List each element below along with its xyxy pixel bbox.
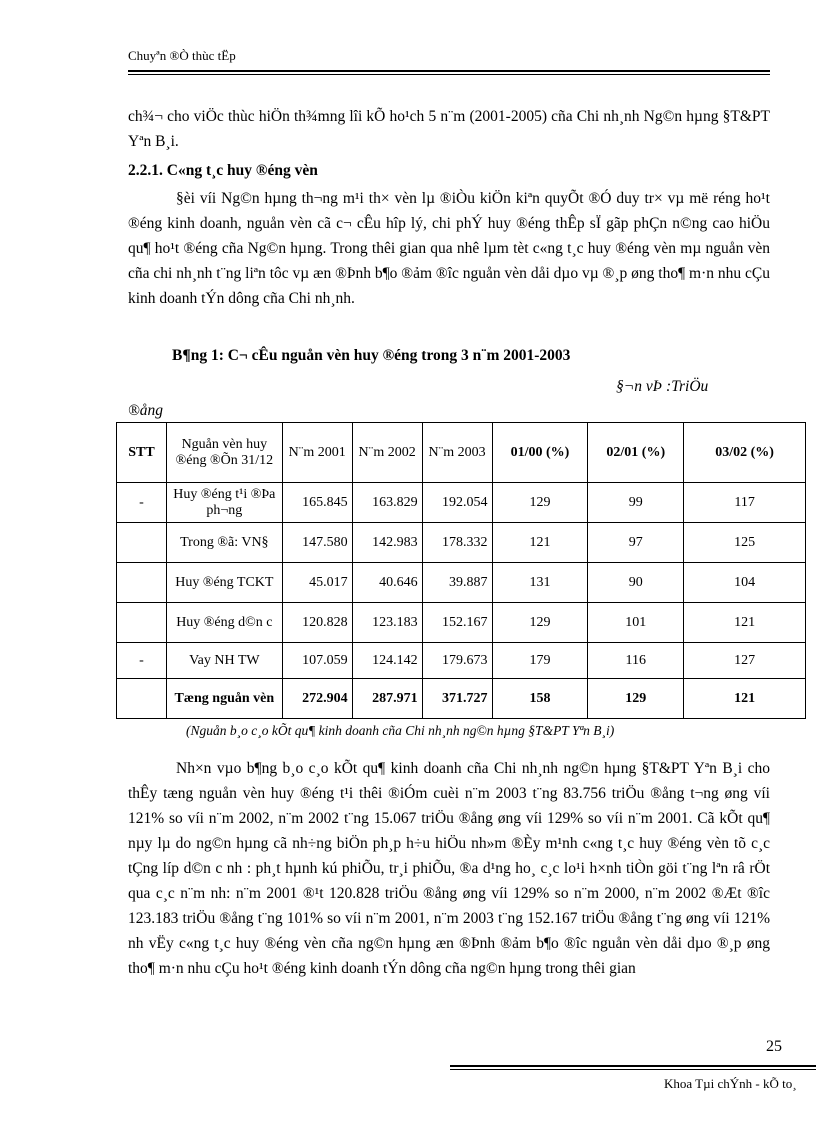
cell: 129: [492, 483, 588, 523]
cell: 179.673: [422, 643, 492, 679]
cell: 101: [588, 603, 684, 643]
cell: 120.828: [282, 603, 352, 643]
header-cell: 02/01 (%): [588, 423, 684, 483]
cell: [117, 523, 167, 563]
cell: 272.904: [282, 679, 352, 719]
table-caption: B¶ng 1: C¬ cÊu nguån vèn huy ®éng trong 3 n¨m 2001-2003: [172, 347, 571, 364]
cell: 90: [588, 563, 684, 603]
paragraph-capital: §èi víi Ng©n hµng th¬ng m¹i th× vèn lµ ®iÒu kiÖn kiªn quyÕt ®Ó duy tr× vµ më réng ho¹t ®éng kinh doanh, nguån vèn cã c¬ cÊu hîp lý, chi phÝ huy ®éng thÊp sÏ gãp phÇn n©ng cao hiÖu qu¶ ho¹t ®éng cña Ng©n hµng. Trong thêi gian qua nhê lµm tèt c«ng t¸c huy ®éng vèn mµ nguån vèn cña chi nh¸nh t¨ng liªn tôc vµ æn ®Þnh b¶o ®ảm ®îc nguån vèn dåi dµo vµ ®¸p øng tho¶ m·n nhu cÇu kinh doanh tÝn dông cña Chi nh¸nh.: [128, 190, 770, 307]
running-header: Chuyªn ®Ò thùc tËp: [128, 48, 236, 63]
cell: 287.971: [352, 679, 422, 719]
cell: 121: [684, 603, 806, 643]
cell: Huy ®éng TCKT: [166, 563, 282, 603]
cell: [117, 603, 167, 643]
section-heading: 2.2.1. C«ng t¸c huy ®éng vèn: [128, 162, 318, 179]
cell: 152.167: [422, 603, 492, 643]
footer-rule-thin: [450, 1069, 816, 1070]
table-row: [117, 643, 806, 679]
cell: 179: [492, 643, 588, 679]
cell: -: [117, 643, 167, 679]
header-cell: 03/02 (%): [684, 423, 806, 483]
cell: Vay NH TW: [166, 643, 282, 679]
cell: 131: [492, 563, 588, 603]
cell: 163.829: [352, 483, 422, 523]
cell: 121: [492, 523, 588, 563]
cell: Huy ®éng d©n c: [166, 603, 282, 643]
running-footer: Khoa Tµi chÝnh - kÕ to¸: [664, 1076, 797, 1091]
cell: Huy ®éng t¹i ®Þa ph¬ng: [166, 483, 282, 523]
cell: Tæng nguån vèn: [166, 679, 282, 719]
cell: -: [117, 483, 167, 523]
cell: 192.054: [422, 483, 492, 523]
page-number: 25: [766, 1038, 782, 1055]
table-header-row: [117, 423, 806, 483]
cell: 40.646: [352, 563, 422, 603]
cell: 125: [684, 523, 806, 563]
table-unit: §¬n vÞ :TriÖu: [616, 378, 709, 395]
cell: 127: [684, 643, 806, 679]
paragraph-intro: ch¾¬ cho viÖc thùc hiÖn th¾mng lîi kÕ ho¹ch 5 n¨m (2001-2005) cña Chi nh¸nh Ng©n hµng §T&PT Yªn B¸i.: [128, 108, 770, 150]
table-row: [117, 523, 806, 563]
cell: 371.727: [422, 679, 492, 719]
footer-rule: [450, 1065, 816, 1067]
cell: Trong ®ã: VN§: [166, 523, 282, 563]
cell: 121: [684, 679, 806, 719]
cell: 178.332: [422, 523, 492, 563]
cell: 104: [684, 563, 806, 603]
cell: 158: [492, 679, 588, 719]
table-row: [117, 483, 806, 523]
header-cell: 01/00 (%): [492, 423, 588, 483]
table-row: [117, 603, 806, 643]
paragraph-analysis: Nh×n vµo b¶ng b¸o c¸o kÕt qu¶ kinh doanh cña Chi nh¸nh ng©n hµng §T&PT Yªn B¸i cho thÊy tæng nguån vèn huy ®éng t¹i thêi ®iÓm cuèi n¨m 2003 t¨ng 83.756 triÖu ®ång t¬ng øng víi 121% so víi n¨m 2002, n¨m 2002 t¨ng 15.067 triÖu ®ång øng víi 129% so víi n¨m 2001. Cã kÕt qu¶ nµy lµ do ng©n hµng cã nh÷ng biÖn ph¸p h÷u hiÖu nh»m ®Èy m¹nh c«ng t¸c huy ®éng vèn tõ c¸c tÇng líp d©n c nh : ph¸t hµnh kú phiÕu, tr¸i phiÕu, ®a d¹ng ho¸ c¸c lo¹i h×nh tiÒn göi t¨ng lªn râ rÖt qua c¸c n¨m nh: n¨m 2001 ®¹t 120.828 triÖu ®ång øng víi 129% so n¨m 2000, n¨m 2002 ®Æt ®îc 123.183 triÖu ®ång t¨ng 101% so víi n¨m 2001, n¨m 2003 t¨ng 152.167 triÖu ®ång t¨ng øng víi 121% nh vËy c«ng t¸c huy ®éng vèn cña ng©n hµng æn ®Þnh ®ảm b¶o ®îc nguån vèn dåi dµo ®¸p øng tho¶ m·n nhu cÇu ho¹t ®éng kinh doanh tÝn dông cña ng©n hµng trong thêi gian: [128, 760, 770, 977]
table-source: (Nguån b¸o c¸o kÕt qu¶ kinh doanh cña Chi nh¸nh ng©n hµng §T&PT Yªn B¸i): [186, 723, 615, 738]
cell: 147.580: [282, 523, 352, 563]
cell: 39.887: [422, 563, 492, 603]
cell: 129: [492, 603, 588, 643]
header-cell: STT: [117, 423, 167, 483]
table-unit-cont: ®ång: [128, 402, 164, 419]
cell: 117: [684, 483, 806, 523]
header-cell: N¨m 2001: [282, 423, 352, 483]
cell: 116: [588, 643, 684, 679]
cell: 99: [588, 483, 684, 523]
capital-table: [116, 422, 806, 719]
cell: 45.017: [282, 563, 352, 603]
cell: 142.983: [352, 523, 422, 563]
cell: 107.059: [282, 643, 352, 679]
cell: 97: [588, 523, 684, 563]
cell: 124.142: [352, 643, 422, 679]
header-cell: Nguån vèn huy ®éng ®Õn 31/12: [166, 423, 282, 483]
cell: 123.183: [352, 603, 422, 643]
header-rule: [128, 70, 770, 72]
header-rule-thin: [128, 74, 770, 75]
cell: 129: [588, 679, 684, 719]
table-row: [117, 563, 806, 603]
cell: 165.845: [282, 483, 352, 523]
header-cell: N¨m 2003: [422, 423, 492, 483]
table-total-row: [117, 679, 806, 719]
cell: [117, 679, 167, 719]
header-cell: N¨m 2002: [352, 423, 422, 483]
cell: [117, 563, 167, 603]
